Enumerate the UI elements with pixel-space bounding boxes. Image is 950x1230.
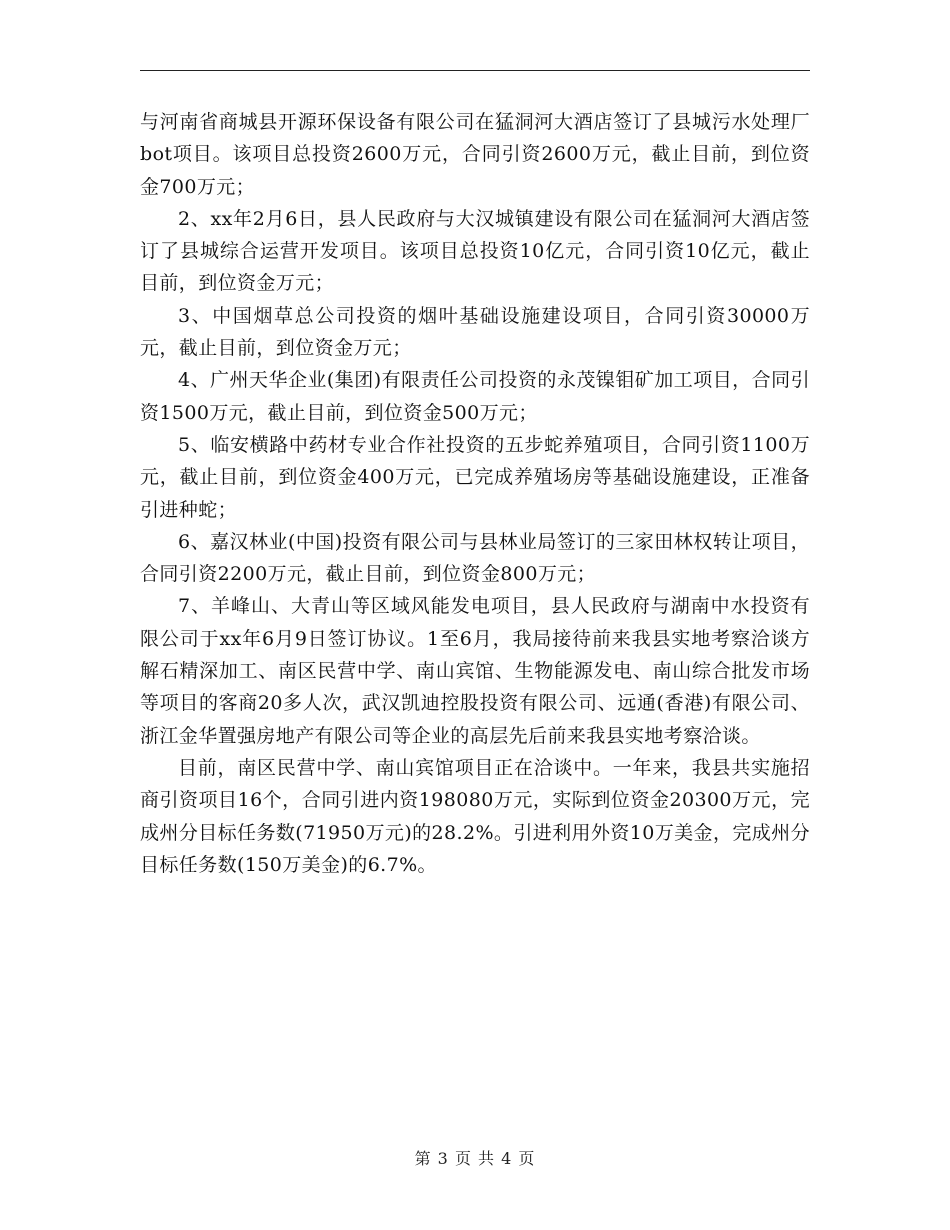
paragraph-item-2: 2、xx年2月6日，县人民政府与大汉城镇建设有限公司在猛洞河大酒店签订了县城综合运营开发项目。该项目总投资10亿元，合同引资10亿元，截止目前，到位资金万元； xyxy=(140,207,810,295)
paragraph-item-7: 7、羊峰山、大青山等区域风能发电项目，县人民政府与湖南中水投资有限公司于xx年6月9日签订协议。1至6月，我局接待前来我县实地考察洽谈方解石精深加工、南区民营中学、南山宾馆、生物能源发电、南山综合批发市场等项目的客商20多人次，武汉凯迪控股投资有限公司、远通(香港)有限公司、浙江金华置强房地产有限公司等企业的高层先后前来我县实地考察洽谈。 xyxy=(140,595,810,747)
paragraph-continuation: 与河南省商城县开源环保设备有限公司在猛洞河大酒店签订了县城污水处理厂bot项目。该项目总投资2600万元，合同引资2600万元，截止目前，到位资金700万元； xyxy=(140,111,810,198)
paragraph-item-6: 6、嘉汉林业(中国)投资有限公司与县林业局签订的三家田林权转让项目，合同引资2200万元，截止目前，到位资金800万元； xyxy=(140,530,810,586)
header-rule xyxy=(140,70,810,71)
paragraph-item-4: 4、广州天华企业(集团)有限责任公司投资的永茂镍钼矿加工项目，合同引资1500万元，截止目前，到位资金500万元； xyxy=(140,369,810,424)
paragraph-item-5: 5、临安横路中药材专业合作社投资的五步蛇养殖项目，合同引资1100万元，截止目前，到位资金400万元，已完成养殖场房等基础设施建设，正准备引进种蛇； xyxy=(140,433,810,521)
page-footer xyxy=(0,1146,950,1169)
document-body xyxy=(140,106,810,881)
paragraph-summary: 目前，南区民营中学、南山宾馆项目正在洽谈中。一年来，我县共实施招商引资项目16个，合同引进内资198080万元，实际到位资金20300万元，完成州分目标任务数(71950万元)的28.2%。引进利用外资10万美金，完成州分目标任务数(150万美金)的6.7%。 xyxy=(140,756,810,876)
paragraph-item-3: 3、中国烟草总公司投资的烟叶基础设施建设项目，合同引资30000万元，截止目前，到位资金万元； xyxy=(140,304,810,360)
page-number: 第 3 页 共 4 页 xyxy=(414,1149,536,1168)
